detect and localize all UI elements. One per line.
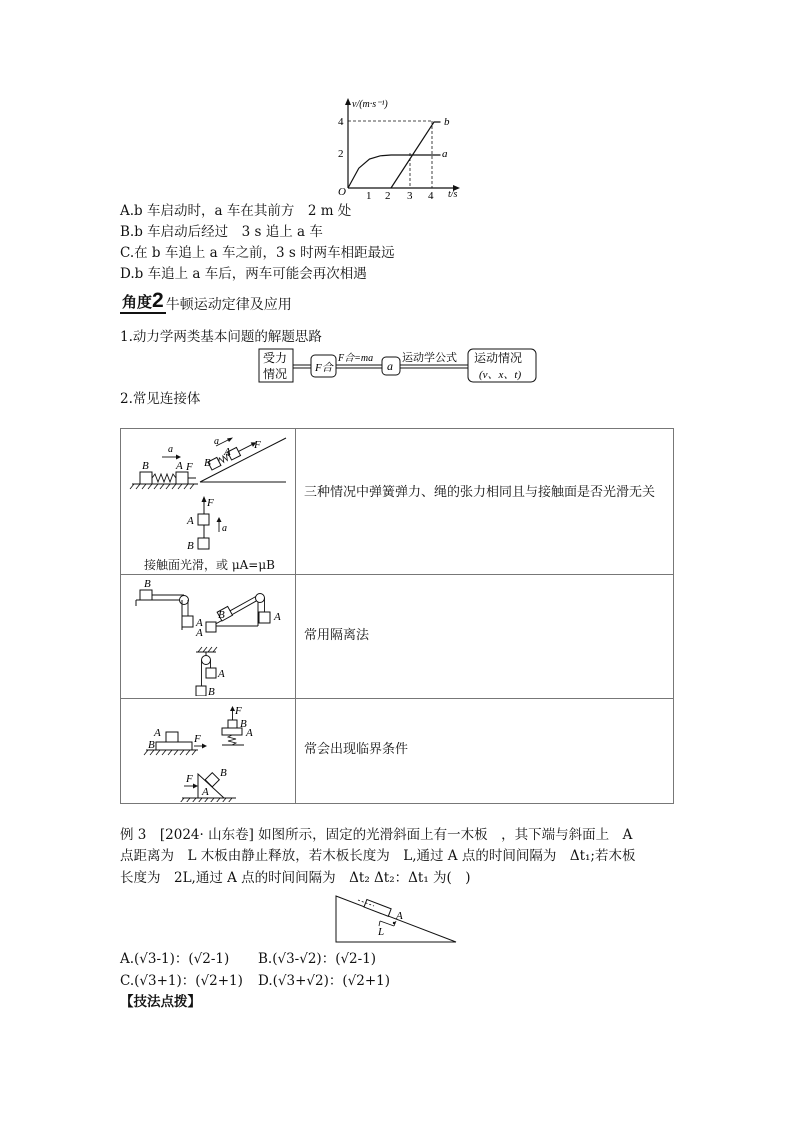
flow-acceleration-label: a xyxy=(387,359,393,373)
series-b-label: b xyxy=(444,116,450,128)
section-title: 牛顿运动定律及应用 xyxy=(165,297,292,313)
q1-option-c: C.在 b 车追上 a 车之前，3 s 时两车相距最远 xyxy=(120,245,395,261)
block-a-hanging-1 xyxy=(182,616,193,627)
flow-arrow2-label: 运动学公式 xyxy=(402,352,457,364)
y-axis-label: v/(m·s⁻¹) xyxy=(352,99,388,110)
origin-label: O xyxy=(338,186,346,198)
y-axis-arrow xyxy=(345,98,351,105)
block-b-pulley xyxy=(196,686,206,696)
vt-chart xyxy=(330,96,470,200)
connected-bodies-table xyxy=(120,428,674,804)
pulley-table xyxy=(180,596,189,605)
svg-text:B: B xyxy=(208,686,215,696)
svg-text:B: B xyxy=(187,540,194,552)
flow-box-motion-line2: (v、x、t) xyxy=(479,369,522,381)
flow-box-motion-line1: 运动情况 xyxy=(474,351,523,365)
x-tick-3: 3 xyxy=(407,190,413,200)
q1-option-a: A.b 车启动时，a 车在其前方 2 m 处 xyxy=(120,203,352,219)
example-line-1: 例 3 [2024· 山东卷] 如图所示，固定的光滑斜面上有一木板 ，其下端与斜面上 A xyxy=(120,827,633,843)
svg-text:a: a xyxy=(168,444,173,455)
svg-text:B: B xyxy=(220,767,227,779)
row1-caption: 接触面光滑，或 μA=μB xyxy=(144,558,275,572)
row3-figure xyxy=(126,702,292,802)
block-b-stack xyxy=(156,742,192,750)
svg-text:F: F xyxy=(254,439,261,451)
block-a-incline-bottom xyxy=(206,622,216,632)
svg-text:B: B xyxy=(204,457,211,469)
svg-text:A: A xyxy=(202,786,209,798)
x-tick-2: 2 xyxy=(385,190,391,200)
block-a-stack xyxy=(166,732,178,742)
row2-figure xyxy=(126,578,292,696)
incline-plank-figure xyxy=(334,890,460,946)
item-1-heading: 1.动力学两类基本问题的解题思路 xyxy=(120,329,322,345)
block-a-spring-stack xyxy=(228,720,237,728)
svg-text:A: A xyxy=(196,627,203,639)
point-a-label: A xyxy=(396,910,403,922)
spring-vertical xyxy=(228,735,236,745)
example-line-2: 点距离为 L 木板由静止释放，若木板长度为 L,通过 A 点的时间间隔为 Δt₁;若木板 xyxy=(120,848,636,864)
block-b-horizontal xyxy=(140,472,152,484)
technique-tip-heading: 【技法点拨】 xyxy=(120,994,201,1010)
example-line-3: 长度为 2L,通过 A 点的时间间隔为 Δt₂ Δt₂：Δt₁ 为( ) xyxy=(120,870,471,886)
row2-description: 常用隔离法 xyxy=(304,628,370,643)
spring-horizontal xyxy=(152,474,176,482)
svg-text:F: F xyxy=(207,497,214,509)
pulley-ceiling xyxy=(202,656,211,665)
flow-net-force-label: F合 xyxy=(315,362,333,374)
flow-arrow1-label: F合=ma xyxy=(338,353,374,364)
block-b-vertical xyxy=(198,538,209,549)
block-a-pulley xyxy=(206,668,216,678)
svg-text:A: A xyxy=(218,668,225,680)
svg-text:A: A xyxy=(187,515,194,527)
y-tick-4: 4 xyxy=(338,116,344,128)
section-badge xyxy=(120,290,166,314)
block-a-horizontal xyxy=(176,472,188,484)
svg-text:a: a xyxy=(222,523,227,534)
svg-text:A: A xyxy=(196,617,203,629)
row1-description: 三种情况中弹簧弹力、绳的张力相同且与接触面是否光滑无关 xyxy=(304,485,656,500)
q2-option-a: A.(√3-1)：(√2-1) xyxy=(120,951,230,967)
svg-text:B: B xyxy=(148,739,155,751)
block-b-spring-stack xyxy=(222,728,242,735)
svg-text:B: B xyxy=(142,460,149,472)
x-tick-4: 4 xyxy=(428,190,434,200)
svg-text:F: F xyxy=(186,461,193,473)
svg-text:a: a xyxy=(214,436,219,447)
pulley-incline xyxy=(256,594,265,603)
block-a-hanging-2 xyxy=(259,612,270,623)
x-axis-label: t/s xyxy=(448,189,458,200)
section-badge-text: 角度 xyxy=(122,293,153,311)
block-a-vertical xyxy=(198,514,209,525)
q2-option-c: C.(√3+1)：(√2+1) xyxy=(120,973,243,989)
x-tick-1: 1 xyxy=(366,190,372,200)
y-tick-2: 2 xyxy=(338,148,344,160)
section-badge-number: 2 xyxy=(152,289,164,312)
svg-text:B: B xyxy=(218,609,225,621)
flow-box-force-line2: 情况 xyxy=(263,367,288,381)
row1-figure xyxy=(126,432,292,572)
dynamics-flow-diagram xyxy=(258,347,538,385)
row3-description: 常会出现临界条件 xyxy=(304,742,409,757)
q2-option-d: D.(√3+√2)：(√2+1) xyxy=(258,973,390,989)
q2-option-b: B.(√3-√2)：(√2-1) xyxy=(258,951,377,967)
svg-text:A: A xyxy=(274,611,281,623)
svg-text:A: A xyxy=(154,727,161,739)
distance-l-label: L xyxy=(378,926,385,938)
svg-text:B: B xyxy=(240,718,247,730)
svg-text:F: F xyxy=(186,773,193,785)
item-2-heading: 2.常见连接体 xyxy=(120,391,201,407)
series-a-label: a xyxy=(442,148,448,160)
svg-text:B: B xyxy=(144,578,151,590)
svg-text:A: A xyxy=(224,446,231,458)
flow-box-force-line1: 受力 xyxy=(263,351,288,365)
section-heading xyxy=(120,289,292,314)
svg-text:F: F xyxy=(194,733,201,745)
svg-text:F: F xyxy=(235,705,242,717)
q1-option-b: B.b 车启动后经过 3 s 追上 a 车 xyxy=(120,224,323,240)
block-b-table xyxy=(140,590,152,600)
q1-option-d: D.b 车追上 a 车后，两车可能会再次相遇 xyxy=(120,266,367,282)
svg-text:A: A xyxy=(246,727,253,739)
svg-text:A: A xyxy=(176,460,183,472)
